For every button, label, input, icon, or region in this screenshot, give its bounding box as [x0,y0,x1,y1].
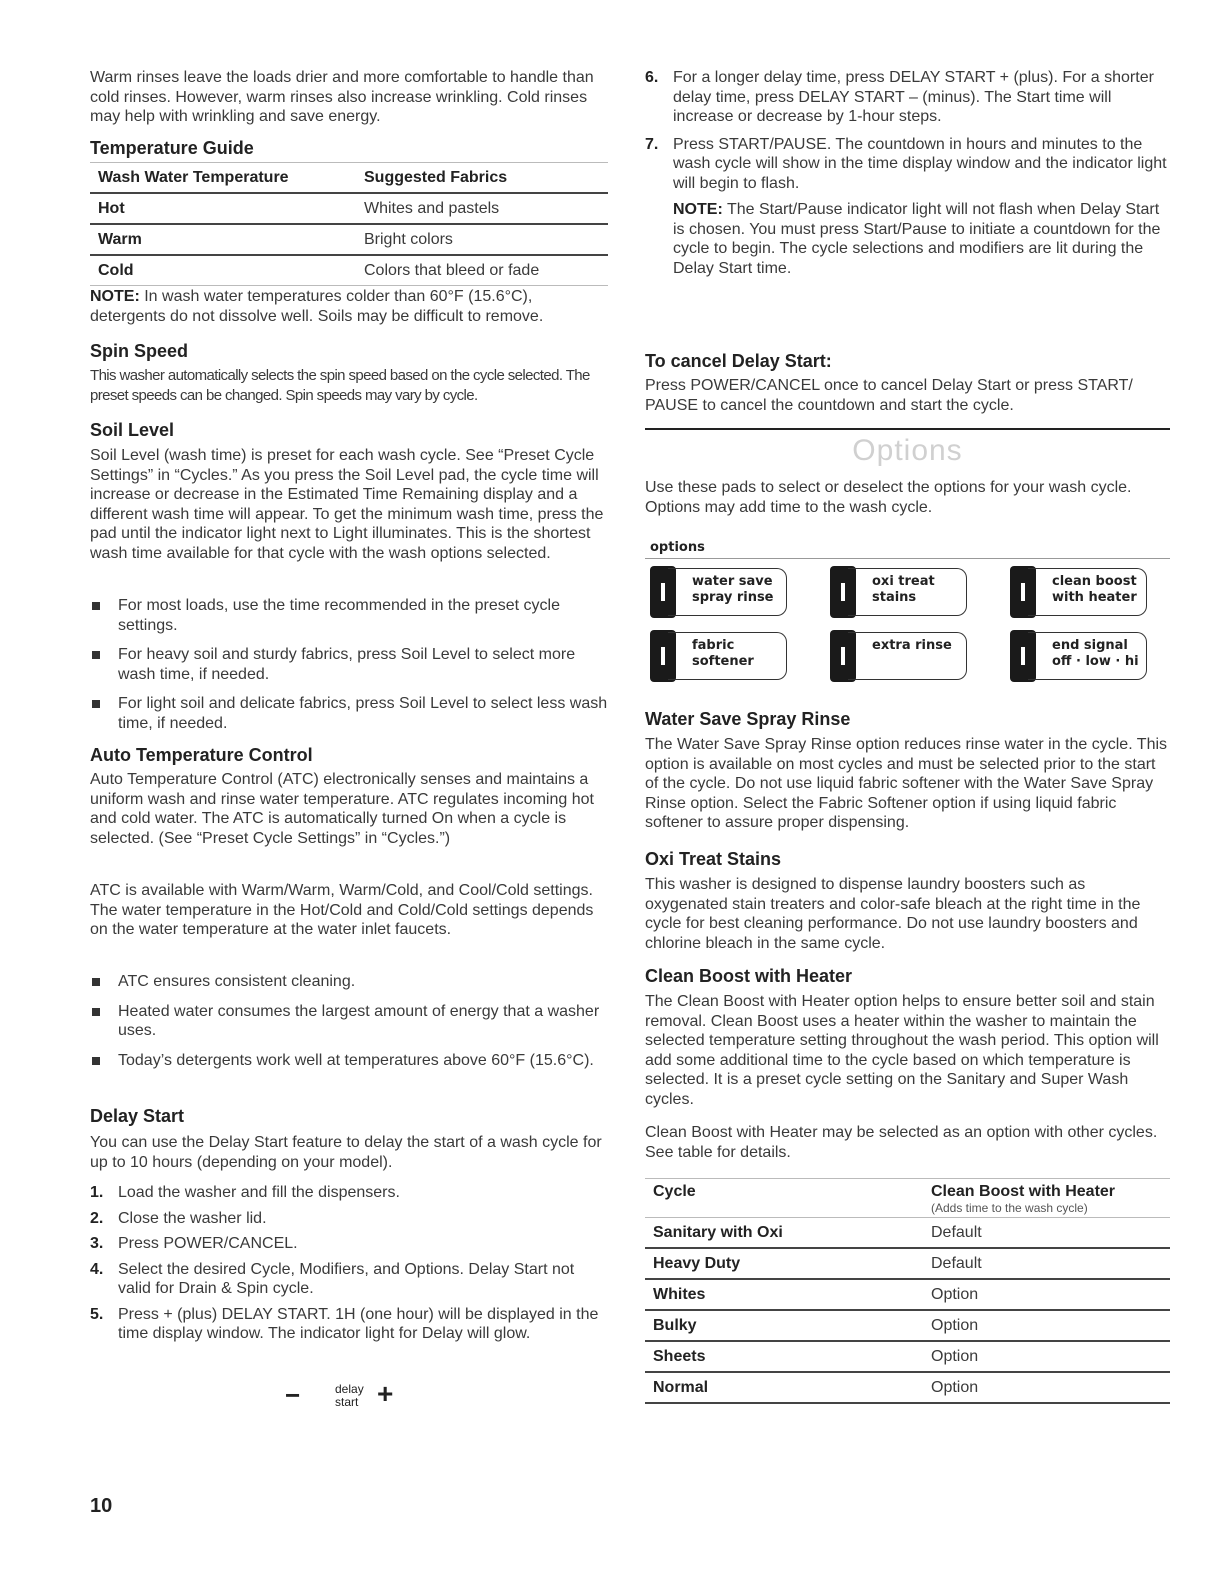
table-cell: Bright colors [364,230,453,248]
options-title: Options [852,434,963,467]
clean-boost-table-wrap [645,1178,1170,1404]
cancel-delay-start-text: Press POWER/CANCEL once to cancel Delay Start or press START/ PAUSE to cancel the countdown and start the cycle. [645,377,1133,414]
delay-label: delay [335,1382,364,1396]
note-label: NOTE: [673,201,723,218]
table-cell: Normal [653,1378,709,1396]
minus-icon: − [285,1380,301,1410]
cancel-delay-start-title: To cancel Delay Start: [645,351,832,371]
table-cell: Hot [98,199,125,217]
clean-boost-text-1: The Clean Boost with Heater option helps to ensure better soil and stain removal. Clean Boost uses a heater within the washer to maintain the selected temperature setting throughout the wash period. This option will add some additional time to the cycle based on which temperature is selected. It is a preset cycle setting on the Sanitary and Super Wash cycles. [645,993,1159,1108]
step-number: 2. [90,1209,104,1227]
delay-note [673,200,1170,278]
list-item [645,135,1170,194]
soil-level-title: Soil Level [90,420,175,440]
end-signal-button[interactable] [1010,630,1145,682]
table-cell: Option [931,1347,979,1365]
note-text: The Start/Pause indicator light will not flash when Delay Start is chosen. You must press Start/Pause to initiate a countdown for the cycle to begin. The cycle selections and modifiers are lit during the Delay Start time. [673,201,1161,277]
delay-start-steps [90,1183,608,1344]
list-item [90,1305,608,1344]
extra-rinse-button[interactable] [830,630,965,682]
options-intro: Use these pads to select or deselect the options for your wash cycle. Options may add time to the wash cycle. [645,479,1132,516]
plus-icon: + [377,1378,394,1409]
intro-text: Warm rinses leave the loads drier and more comfortable to handle than cold rinses. However, warm rinses also increase wrinkling. Cold rinses may help with wrinkling and save energy. [90,69,594,125]
step-text: For a longer delay time, press DELAY START + (plus). For a shorter delay time, press DELAY START – (minus). The Start time will increase or decrease by 1-hour steps. [673,69,1154,125]
atc-text-2: ATC is available with Warm/Warm, Warm/Cold, and Cool/Cold settings. The water temperature in the Hot/Cold and Cold/Cold settings depends on the water temperature at the water inlet faucets. [90,882,594,938]
table-header-subtitle: (Adds time to the wash cycle) [931,1201,1088,1215]
table-cell: Option [931,1285,979,1303]
table-cell: Heavy Duty [653,1254,741,1272]
list-item [90,1183,608,1203]
table-row [645,1372,1170,1403]
table-cell: Colors that bleed or fade [364,261,540,279]
button-label: end signal off · low · hi [1052,638,1139,669]
water-save-spray-rinse-text: The Water Save Spray Rinse option reduces rinse water in the cycle. This option is available on most cycles and must be selected prior to the start of the cycle. Do not use liquid fabric softener with the Water Save Spray Rinse option. Select the Fabric Softener option if using liquid fabric softener to assure proper dispensing. [645,736,1168,831]
water-save-spray-rinse-title: Water Save Spray Rinse [645,709,851,729]
oxi-treat-stains-button[interactable] [830,566,965,618]
temperature-guide-title: Temperature Guide [90,138,254,158]
fabric-softener-button[interactable] [650,630,785,682]
temperature-guide-table [90,163,608,286]
step-text: Select the desired Cycle, Modifiers, and Options. Delay Start not valid for Drain & Spin cycle. [118,1260,575,1297]
spin-speed-title: Spin Speed [90,341,189,361]
delay-start-text: You can use the Delay Start feature to delay the start of a wash cycle for up to 10 hours (depending on your model). [90,1134,602,1171]
table-header: Wash Water Temperature [98,168,289,186]
table-header-row [90,163,608,193]
clean-boost-text-2: Clean Boost with Heater may be selected as an option with other cycles. See table for details. [645,1124,1158,1161]
water-save-spray-rinse-button[interactable] [650,566,785,618]
note-text: In wash water temperatures colder than 60°F (15.6°C), detergents do not dissolve well. Soils may be difficult to remove. [90,288,544,325]
button-label: water save spray rinse [692,574,774,605]
temperature-note [90,287,608,326]
options-panel-label: options [650,540,705,555]
step-text: Load the washer and fill the dispensers. [118,1184,400,1201]
step-number: 1. [90,1184,104,1201]
table-cell: Default [931,1254,982,1272]
table-cell: Sheets [653,1347,706,1365]
table-header: Suggested Fabrics [364,168,508,186]
step-text: Press + (plus) DELAY START. 1H (one hour) will be displayed in the time display window. The indicator light for Delay will glow. [118,1305,599,1342]
oxi-treat-stains-title: Oxi Treat Stains [645,849,782,869]
list-item [90,1234,608,1254]
list-item: ATC ensures consistent cleaning. [90,972,608,992]
table-cell: Option [931,1316,979,1334]
step-number: 4. [90,1260,104,1278]
table-row [90,193,608,224]
list-item: Heated water consumes the largest amount of energy that a washer uses. [90,1002,608,1041]
table-cell: Warm [98,230,142,248]
note-label: NOTE: [90,288,140,305]
table-cell: Whites [653,1285,706,1303]
soil-level-text: Soil Level (wash time) is preset for each wash cycle. See “Preset Cycle Settings” in “Cycles.” As you press the Soil Level pad, the cycle time will increase or decrease in the Estimated Time Remaining display and a different wash time will appear. To get the minimum wash time, press the pad until the indicator light next to Light illuminates. This is the shortest wash time available for that cycle with the wash options selected. [90,447,604,562]
page-number: 10 [90,1495,113,1517]
table-row [90,224,608,255]
button-label: clean boost with heater [1052,574,1137,605]
step-number: 7. [645,135,659,153]
list-item: Today’s detergents work well at temperatures above 60°F (15.6°C). [90,1051,608,1071]
table-row [645,1218,1170,1249]
table-cell: Whites and pastels [364,199,500,217]
list-item: For heavy soil and sturdy fabrics, press Soil Level to select more wash time, if needed. [90,645,608,684]
options-panel [645,540,1170,690]
table-row [645,1279,1170,1310]
delay-start-steps-continued [645,68,1170,193]
list-item: For most loads, use the time recommended in the preset cycle settings. [90,596,608,635]
clean-boost-with-heater-button[interactable] [1010,566,1145,618]
oxi-treat-stains-text: This washer is designed to dispense laundry boosters such as oxygenated stain treaters and color-safe bleach at the right time in the cycle for best cleaning performance. Do not use laundry boosters and chlorine bleach in the same cycle. [645,876,1141,952]
delay-start-control [285,1378,425,1418]
table-cell: Bulky [653,1316,697,1334]
table-row [645,1310,1170,1341]
atc-text-1: Auto Temperature Control (ATC) electronically senses and maintains a uniform wash and rinse water temperature. ATC regulates incoming hot and cold water. The ATC is automatically turned On when a cycle is selected. (See “Preset Cycle Settings” in “Cycles.”) [90,771,594,847]
table-cell: Default [931,1223,982,1241]
clean-boost-with-heater-title: Clean Boost with Heater [645,966,853,986]
step-text: Press POWER/CANCEL. [118,1235,298,1252]
list-item [645,68,1170,127]
clean-boost-table [645,1179,1170,1404]
table-header: Cycle [653,1183,696,1200]
options-divider [645,428,1170,430]
table-cell: Option [931,1378,979,1396]
table-cell: Cold [98,261,134,279]
table-row [90,255,608,286]
table-row [645,1248,1170,1279]
step-text: Press START/PAUSE. The countdown in hours and minutes to the wash cycle will show in the time display window and the indicator light will begin to flash. [673,135,1167,192]
list-item [90,1260,608,1299]
table-header: Clean Boost with Heater [931,1183,1116,1200]
auto-temperature-control-title: Auto Temperature Control [90,745,313,765]
table-row [645,1341,1170,1372]
temperature-guide-table-wrap [90,162,608,286]
table-header-cell [923,1179,1170,1218]
soil-level-bullets [90,596,608,733]
start-label: start [335,1395,359,1409]
step-number: 5. [90,1305,104,1323]
step-text: Close the washer lid. [118,1209,267,1227]
step-number: 6. [645,69,659,86]
spin-speed-text: This washer automatically selects the spin speed based on the cycle selected. The preset speeds can be changed. Spin speeds may vary by cycle. [90,367,590,404]
button-label: oxi treat stains [872,574,935,605]
list-item: For light soil and delicate fabrics, press Soil Level to select less wash time, if needed. [90,694,608,733]
step-number: 3. [90,1235,104,1252]
button-label: extra rinse [872,638,952,653]
options-panel-line [645,558,1170,559]
button-label: fabric softener [692,638,754,669]
delay-start-title: Delay Start [90,1106,185,1126]
table-header-row [645,1179,1170,1218]
atc-bullets [90,972,608,1070]
table-cell: Sanitary with Oxi [653,1223,783,1241]
list-item [90,1209,608,1229]
